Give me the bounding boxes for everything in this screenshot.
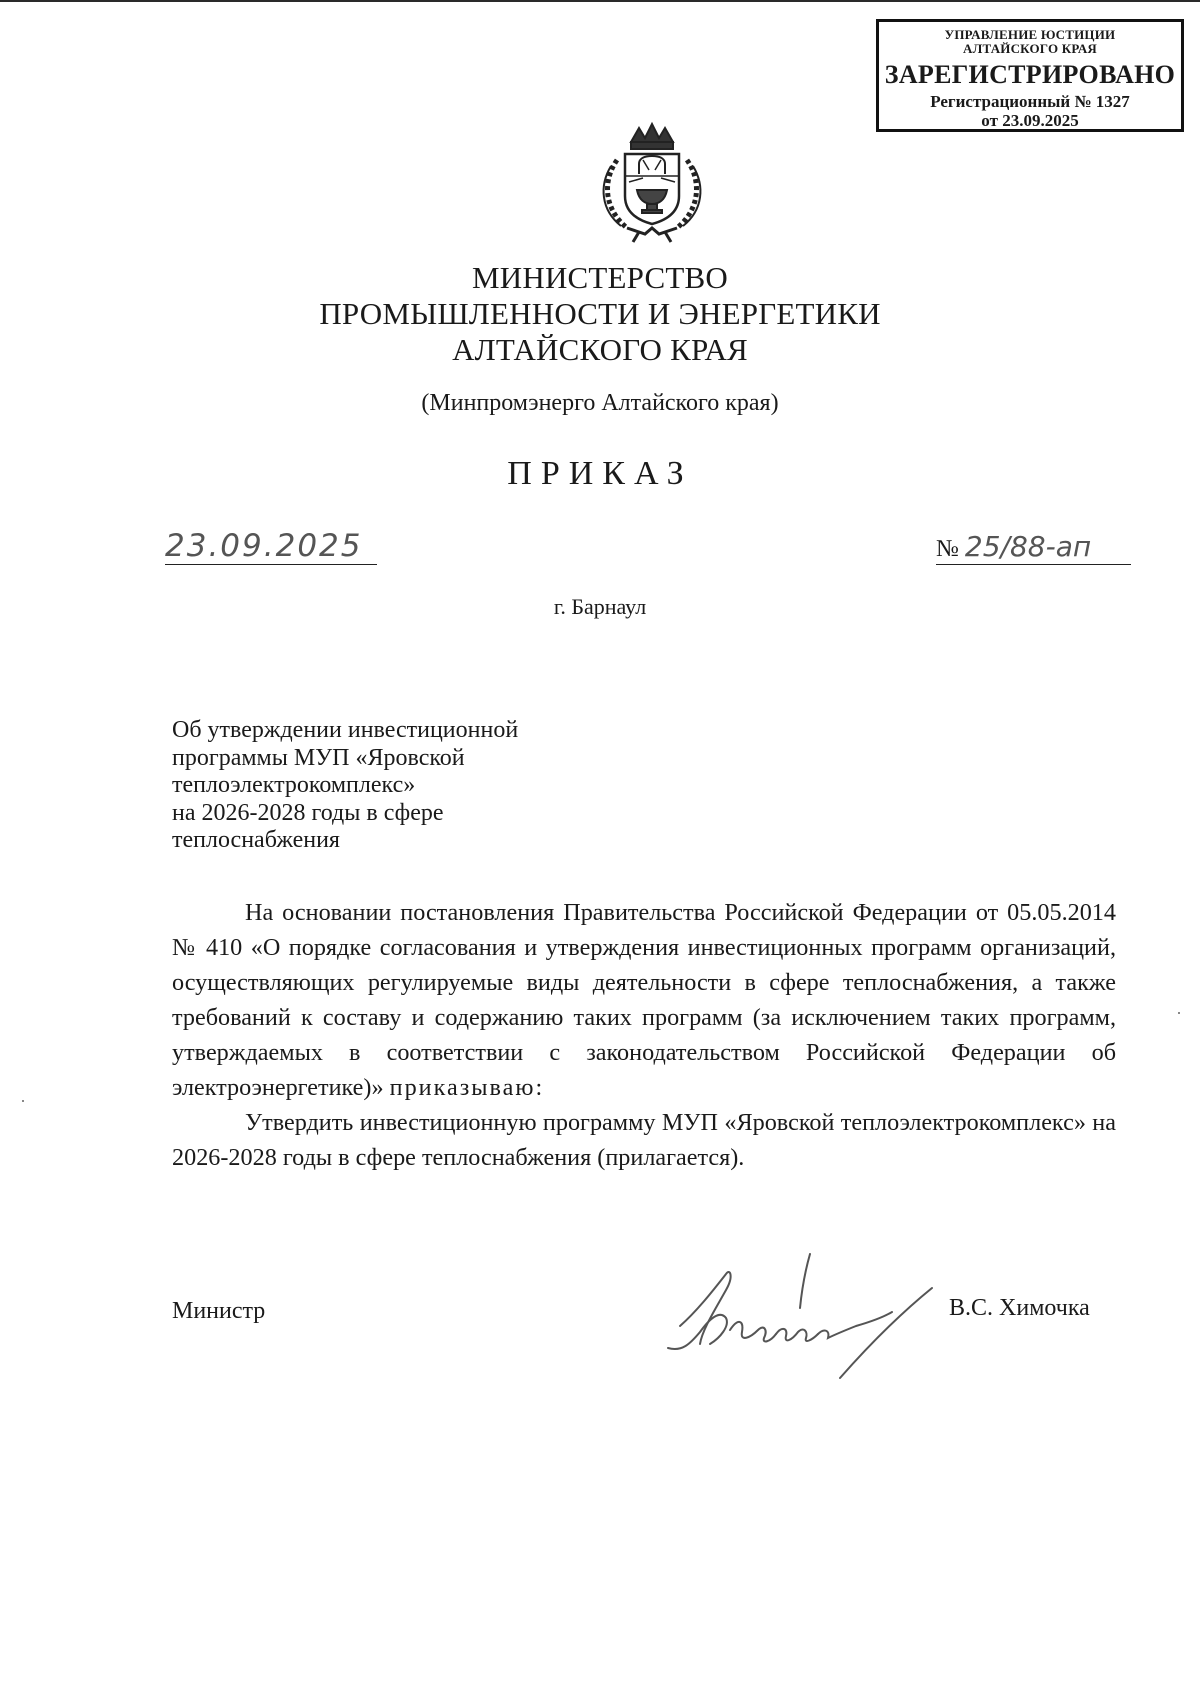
registration-stamp-department-line2: АЛТАЙСКОГО КРАЯ xyxy=(963,41,1097,56)
subject-line: программы МУП «Яровской xyxy=(172,744,465,771)
registration-stamp-date-label: от xyxy=(981,111,998,130)
subject-line: на 2026-2028 годы в сфере xyxy=(172,799,444,826)
document-type-title: ПРИКАЗ xyxy=(507,455,693,492)
subject-line: теплоснабжения xyxy=(172,827,340,853)
order-body xyxy=(172,895,1116,1175)
city: г. Барнаул xyxy=(553,594,647,619)
registration-stamp xyxy=(876,19,1184,132)
registration-stamp-number-line xyxy=(879,92,1181,111)
ministry-name-line1: МИНИСТЕРСТВО xyxy=(472,260,728,295)
body-paragraph-2: Утвердить инвестиционную программу МУП «Яровской теплоэлектрокомплекс» на 2026-2028 годы в сфере теплоснабжения (прилагается). xyxy=(172,1109,1116,1171)
signer-title: Министр xyxy=(172,1298,266,1324)
registration-stamp-number-label: Регистрационный № xyxy=(930,92,1092,111)
scan-speck xyxy=(22,1100,24,1102)
handwritten-signature xyxy=(660,1248,980,1388)
body-paragraph-1 xyxy=(172,895,1116,1105)
order-date: 23.09.2025 xyxy=(165,528,377,565)
registration-stamp-department xyxy=(879,28,1181,56)
body-paragraph-1-text: На основании постановления Правительства Российской Федерации от 05.05.2014 № 410 «О порядке согласования и утверждения инвестиционных программ организаций, осуществляющих регулируемые виды деятельности в сфере теплоснабжения, а также требований к составу и содержанию таких программ (за исключением таких программ, утверждаемых в соответствии с законодательством Российской Федерации об электроэнергетике)» xyxy=(172,899,1116,1101)
scan-speck xyxy=(1178,1012,1180,1014)
order-number-sign: № xyxy=(936,536,959,562)
subject-line: Об утверждении инвестиционной xyxy=(172,717,519,743)
signer-name: В.С. Химочка xyxy=(949,1295,1090,1321)
top-border-line xyxy=(0,0,1200,2)
order-number: 25/88-ап xyxy=(964,530,1092,563)
registration-stamp-department-line1: УПРАВЛЕНИЕ ЮСТИЦИИ xyxy=(944,27,1116,42)
ministry-name-line2: ПРОМЫШЛЕННОСТИ И ЭНЕРГЕТИКИ xyxy=(319,296,881,331)
altai-krai-coat-of-arms-icon xyxy=(587,120,717,245)
registration-stamp-status: ЗАРЕГИСТРИРОВАНО xyxy=(884,60,1176,89)
ministry-abbreviation: (Минпромэнерго Алтайского края) xyxy=(421,390,779,416)
order-keyword: приказываю: xyxy=(389,1074,545,1101)
registration-stamp-date-line xyxy=(879,111,1181,130)
order-subject xyxy=(172,717,632,855)
subject-line: теплоэлектрокомплекс» xyxy=(172,772,416,798)
registration-stamp-number: 1327 xyxy=(1095,92,1130,111)
order-number-field xyxy=(936,530,1131,565)
ministry-name-line3: АЛТАЙСКОГО КРАЯ xyxy=(452,332,748,367)
registration-stamp-date: 23.09.2025 xyxy=(1002,111,1079,130)
